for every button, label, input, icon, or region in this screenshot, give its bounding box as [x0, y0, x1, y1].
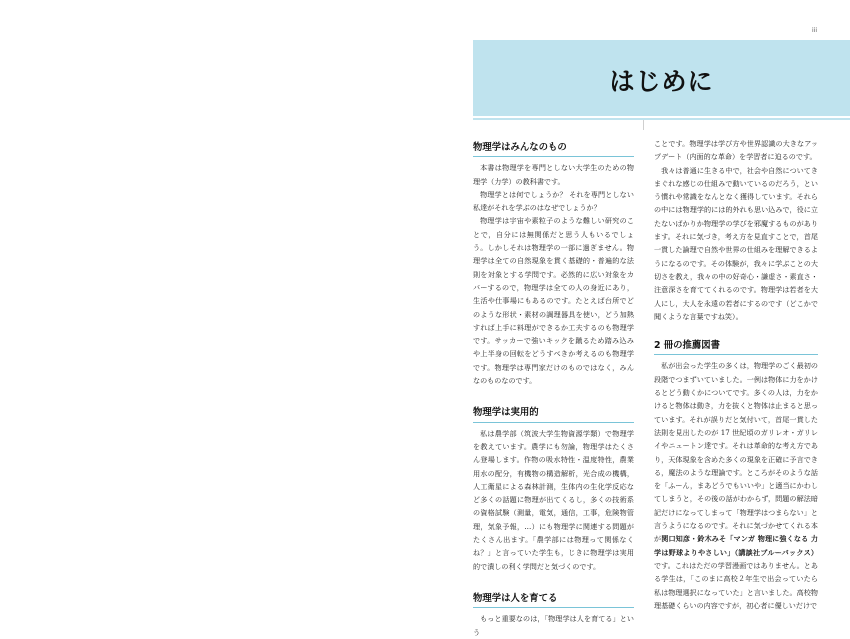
section-gap [473, 573, 634, 592]
book-title: 関口知彦・鈴木みそ「マンガ 物理に強くなる 力学は野球よりやさしい」（講談社ブルーバックス） [654, 534, 818, 557]
section-gap [654, 323, 818, 339]
page-title: はじめに [609, 67, 714, 96]
section-heading: 物理学は実用的 [473, 406, 634, 422]
body-text: です。これはただの学習漫画ではありません。とある学生は，「このまに高校２年生で出会っていたら私は物理選択になっていた」と言いました。高校物理基礎くらいの内容ですが，初心者に優しいだけで [654, 560, 818, 610]
section-heading: 2 冊の推薦図書 [654, 339, 818, 355]
column-divider [643, 120, 644, 130]
body-paragraph: 本書は物理学を専門としない大学生のための物理学（力学）の教科書です。 [473, 163, 634, 186]
left-column [473, 141, 634, 639]
body-paragraph: ことです。物理学は学び方や世界認識の大きなアップデート（内面的な革命）を学習者に迫るのです。 [654, 139, 818, 162]
title-divider [473, 118, 850, 120]
right-column [654, 137, 818, 612]
body-paragraph: 我々は普通に生きる中で，社会や自然についてきまぐれな感じの仕組みで動いているのだろう，という慣れや常識をなんとなく獲得しています。それらの中には物理学的には的外れも思い込みで，役に立たないばかりか物理学の学びを邪魔するものがあります。それに気づき，考え方を見直すことで，首尾一貫した論理で自然や世界の仕組みを理解できるようになるのです。その体験が，我々に学ぶことの大切さを教え，我々の中の好奇心・謙虚さ・素直さ・注意深さを育ててくれるのです。物理学は若者を大人にし，大人を永遠の若者にするのです（どこかで聞くような言葉ですね笑）。 [654, 165, 818, 321]
title-banner [473, 40, 850, 116]
body-text: 私が出会った学生の多くは，物理学のごく最初の段階でつまずいていました。一例は物体に力をかけるとどう動くかについてです。多くの人は，力をかけると物体は動き，力を抜くと物体は止まると思っています。それが誤りだと気付いて，首尾一貫した法則を見出したのが 17 世紀頃のガリレオ・ガリレイやニュートン達です。それは革命的な考え方であり，天体現象を含めた多くの現象を正確に予言できる，魔法のような理論です。ところがそのような話を「ふーん，まあどうでもいいや」と適当にかわしてしまうと，その後の話がわからず，問題の解法暗記だけになってしまって「物理学はつまらない」と言うようになるのです。それに気づかせてくれる本が [654, 361, 818, 544]
section-heading: 物理学はみんなのもの [473, 141, 634, 157]
body-paragraph: 私は農学部（筑波大学生物資源学類）で物理学を教えています。農学にも勿論，物理学はたくさん登場します。作物の吸水特性・温度特性，農業用水の配分，有機物の構造解析，光合成の機構，人工衛星による森林計測，生体内の生化学反応など多くの話題に物理が出てくるし，多くの技術系の資格試験（測量，電気，通信，工事，危険物管理，気象予報，…）にも物理学に関連する問題がたくさん出ます。「農学部には物理って関係なくね？」と言っていた学生も，じきに物理学は実用的で潰しの利く学問だと気づくのです。 [473, 428, 634, 571]
section-heading: 物理学は人を育てる [473, 592, 634, 608]
body-paragraph: 物理学は宇宙や素粒子のような難しい研究のことで，自分には無関係だと思う人もいるでしょう。しかしそれは物理学の一部に過ぎません。物理学は全ての自然現象を貫く基礎的・普遍的な法則を対象とする学問です。必然的に広い対象をカバーするので，物理学は全ての人の身近にあり，生活や仕事場にもあるのです。たとえば台所でどのような形状・素材の調理器具を使い，どう加熱すれば上手に料理ができるか工夫するのも物理学です。サッカーで強いキックを蹴るため踏み込みや上半身の回転をどうすべきか考えるのも物理学です。物理学は専門家だけのものではなく，みんなのものなのです。 [473, 216, 634, 386]
page-number: iii [812, 27, 818, 34]
body-paragraph: 物理学とは何でしょうか？ それを専門としない私達がそれを学ぶのはなぜでしょうか？ [473, 189, 634, 213]
body-paragraph [654, 359, 818, 612]
body-paragraph: もっと重要なのは，「物理学は人を育てる」という [473, 614, 634, 637]
section-gap [473, 387, 634, 406]
